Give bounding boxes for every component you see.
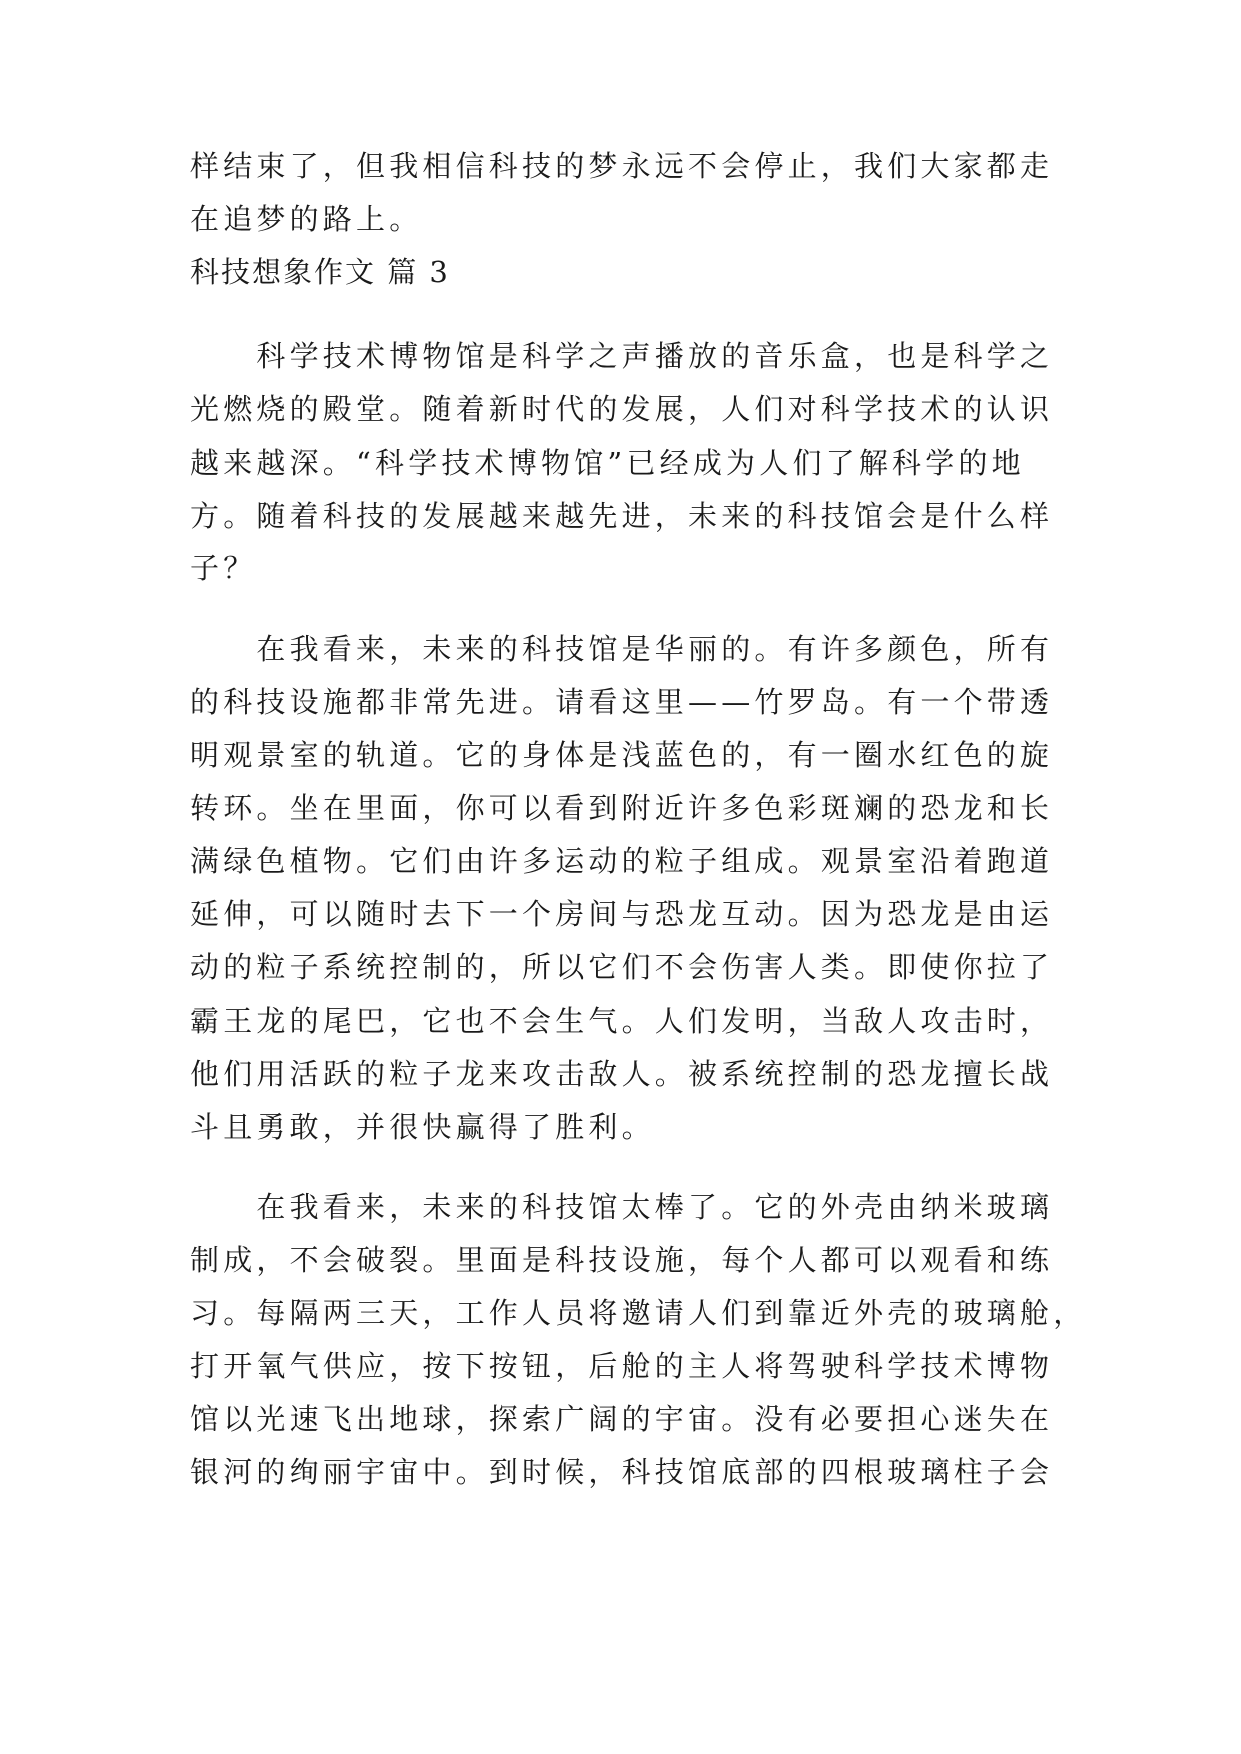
section-heading: 科技想象作文 篇 3 <box>190 255 450 289</box>
paragraph-line: 在我看来，未来的科技馆太棒了。它的外壳由纳米玻璃 <box>190 1190 1054 1224</box>
paragraph-line: 的科技设施都非常先进。请看这里——竹罗岛。有一个带透 <box>190 685 1054 719</box>
paragraph-line: 动的粒子系统控制的，所以它们不会伤害人类。即使你拉了 <box>190 950 1054 984</box>
paragraph-line: 习。每隔两三天，工作人员将邀请人们到靠近外壳的玻璃舱， <box>190 1296 1087 1330</box>
paragraph-line: 馆以光速飞出地球，探索广阔的宇宙。没有必要担心迷失在 <box>190 1402 1054 1436</box>
paragraph-line: 制成，不会破裂。里面是科技设施，每个人都可以观看和练 <box>190 1243 1054 1277</box>
paragraph-line: 在我看来，未来的科技馆是华丽的。有许多颜色，所有 <box>190 632 1054 666</box>
text-line: 在追梦的路上。 <box>190 202 423 236</box>
paragraph-line: 光燃烧的殿堂。随着新时代的发展，人们对科学技术的认识 <box>190 392 1054 426</box>
paragraph-line: 延伸，可以随时去下一个房间与恐龙互动。因为恐龙是由运 <box>190 897 1054 931</box>
paragraph-line: 满绿色植物。它们由许多运动的粒子组成。观景室沿着跑道 <box>190 844 1054 878</box>
paragraph-line: 斗且勇敢，并很快赢得了胜利。 <box>190 1110 655 1144</box>
paragraph-line: 银河的绚丽宇宙中。到时候，科技馆底部的四根玻璃柱子会 <box>190 1455 1054 1489</box>
paragraph-line: 子？ <box>190 551 257 585</box>
paragraph-line: 科学技术博物馆是科学之声播放的音乐盒，也是科学之 <box>190 339 1054 373</box>
paragraph-line: 转环。坐在里面，你可以看到附近许多色彩斑斓的恐龙和长 <box>190 791 1054 825</box>
paragraph-line: 打开氧气供应，按下按钮，后舱的主人将驾驶科学技术博物 <box>190 1349 1054 1383</box>
paragraph-line: 越来越深。“科学技术博物馆”已经成为人们了解科学的地 <box>190 446 1025 480</box>
text-line: 样结束了，但我相信科技的梦永远不会停止，我们大家都走 <box>190 149 1054 183</box>
paragraph-line: 霸王龙的尾巴，它也不会生气。人们发明，当敌人攻击时， <box>190 1004 1054 1038</box>
paragraph-line: 明观景室的轨道。它的身体是浅蓝色的，有一圈水红色的旋 <box>190 738 1054 772</box>
paragraph-line: 方。随着科技的发展越来越先进，未来的科技馆会是什么样 <box>190 499 1054 533</box>
paragraph-line: 他们用活跃的粒子龙来攻击敌人。被系统控制的恐龙擅长战 <box>190 1057 1054 1091</box>
